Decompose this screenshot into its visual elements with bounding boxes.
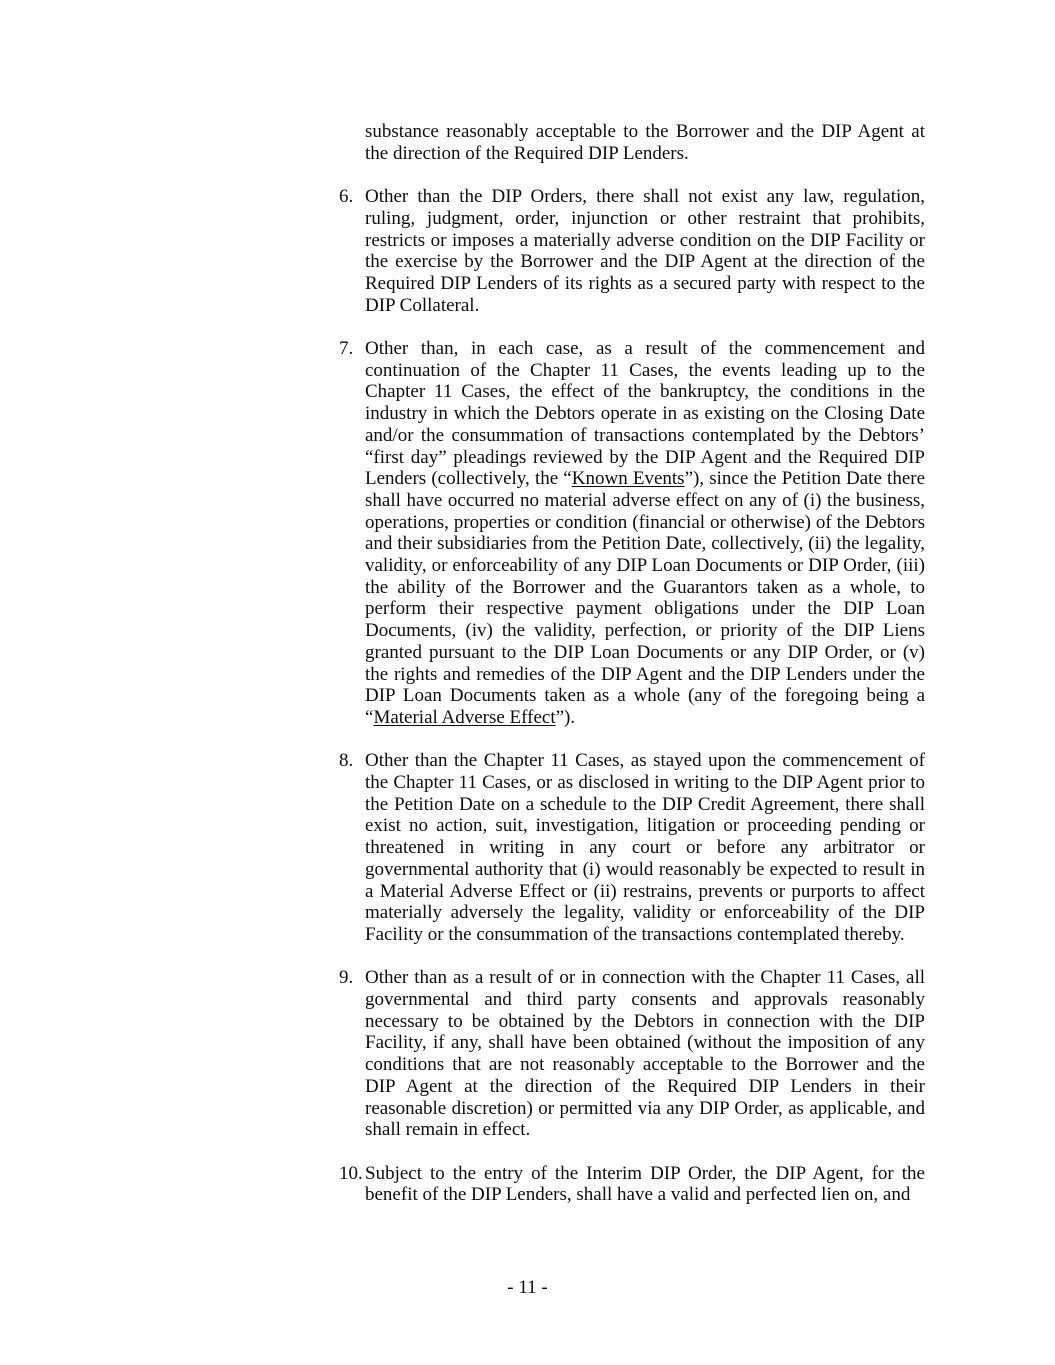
numbered-item-7 — [339, 338, 925, 729]
numbered-item-10 — [339, 1163, 925, 1206]
text-run: substance reasonably acceptable to the Borrower and the DIP Agent at the direction of the Required DIP Lenders. — [365, 121, 925, 164]
item-paragraph — [365, 750, 925, 945]
item-number: 9. — [339, 967, 354, 989]
item-paragraph — [365, 338, 925, 729]
item-paragraph — [365, 186, 925, 316]
page-number: - 11 - — [507, 1277, 548, 1298]
text-run: Other than, in each case, as a result of the commencement and continuation of the Chapter 11 Cases, the events leading up to the Chapter 11 Cases, the effect of the bankruptcy, the conditions in the industry in which the Debtors operate in as existing on the Closing Date and/or the consummation of transactions contemplated by the Debtors’ “first day” pleadings reviewed by the DIP Agent and the Required DIP Lenders (collectively, the “ — [365, 338, 925, 490]
text-run: Other than as a result of or in connection with the Chapter 11 Cases, all governmental and third party consents and approvals reasonably necessary to be obtained by the Debtors in connection with the DIP Facility, if any, shall have been obtained (without the imposition of any conditions that are not reasonably acceptable to the Borrower and the DIP Agent at the direction of the Required DIP Lenders in their reasonable discretion) or permitted via any DIP Order, as applicable, and shall remain in effect. — [365, 967, 925, 1141]
document-body — [339, 121, 925, 1206]
item-number: 10. — [339, 1162, 363, 1184]
numbered-item-9 — [339, 967, 925, 1141]
text-run: ”), since the Petition Date there shall have occurred no material adverse effect on any of (i) the business, operations, properties or condition (financial or otherwise) of the Debtors and their subsidiaries from the Petition Date, collectively, (ii) the legality, validity, or enforceability of any DIP Loan Documents or DIP Order, (iii) the ability of the Borrower and the Guarantors taken as a whole, to perform their respective payment obligations under the DIP Loan Documents, (iv) the validity, perfection, or priority of the DIP Liens granted pursuant to the DIP Loan Documents or any DIP Order, or (v) the rights and remedies of the DIP Agent and the DIP Lenders under the DIP Loan Documents taken as a whole (any of the foregoing being a “ — [365, 468, 926, 728]
defined-term: Known Events — [571, 468, 685, 490]
item-number: 8. — [339, 750, 354, 772]
item-paragraph — [365, 967, 925, 1141]
item-number: 7. — [339, 338, 354, 359]
item-number: 6. — [339, 186, 354, 208]
defined-term: Material Adverse Effect — [373, 706, 556, 728]
text-run: Subject to the entry of the Interim DIP Order, the DIP Agent, for the benefit of the DIP Lenders, shall have a valid and perfected lien on, and — [365, 1162, 925, 1206]
numbered-item-6 — [339, 186, 925, 316]
text-run: Other than the DIP Orders, there shall not exist any law, regulation, ruling, judgment, order, injunction or other restraint that prohibits, restricts or imposes a materially adverse condition on the DIP Facility or the exercise by the Borrower and the DIP Agent at the direction of the Required DIP Lenders of its rights as a secured party with respect to the DIP Collateral. — [365, 186, 925, 316]
continuation-paragraph — [365, 121, 925, 164]
text-run: ”). — [555, 706, 576, 728]
numbered-item-8 — [339, 750, 925, 945]
item-paragraph — [365, 1163, 925, 1206]
text-run: Other than the Chapter 11 Cases, as stayed upon the commencement of the Chapter 11 Cases, or as disclosed in writing to the DIP Agent prior to the Petition Date on a schedule to the DIP Credit Agreement, there shall exist no action, suit, investigation, litigation or proceeding pending or threatened in writing in any court or before any arbitrator or governmental authority that (i) would reasonably be expected to result in a Material Adverse Effect or (ii) restrains, prevents or purports to affect materially adversely the legality, validity or enforceability of the DIP Facility or the consummation of the transactions contemplated thereby. — [365, 750, 925, 945]
